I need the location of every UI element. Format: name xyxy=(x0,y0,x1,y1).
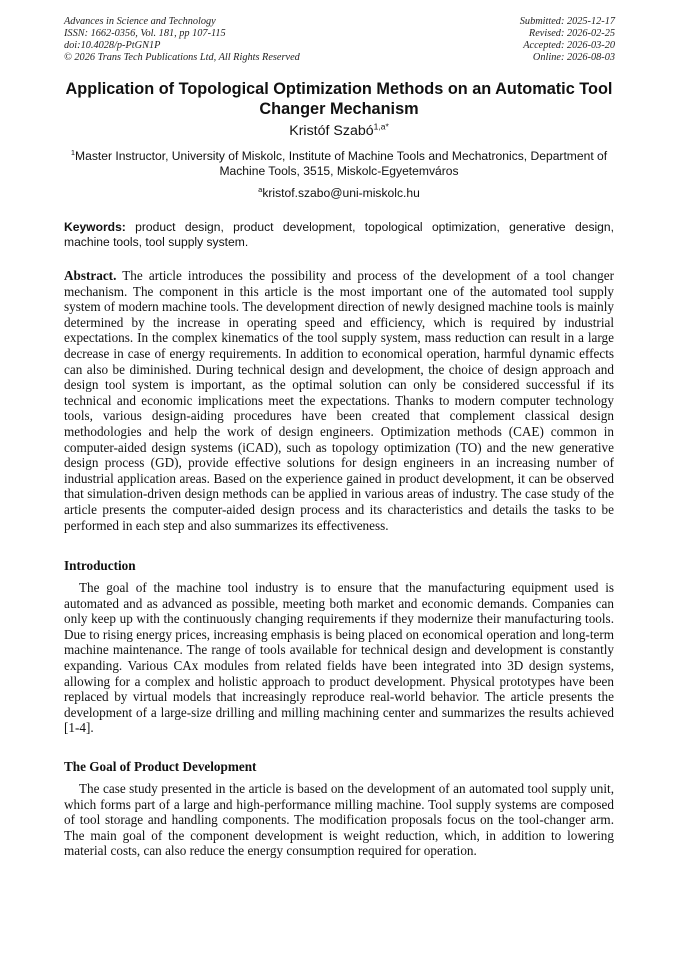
introduction-paragraph: The goal of the machine tool industry is to ensure that the manufacturing equipment used is automated and as advanced as possible, meeting both market and economic demands. Companies can only keep up with the continuously changing requirements if they modernize their manufacturing tools. Due to rising energy prices, increasing emphasis is being placed on economical operation and long-term machine maintenance. The range of tools available for technical design and development is constantly expanding. Various CAx modules from related fields have been integrated into 3D design systems, allowing for a complex and holistic approach to product development. Physical prototypes have been replaced by virtual models that increasingly reproduce real-world behavior. The article presents the development of a large-size drilling and milling machining center and summarizes the results achieved [1-4]. xyxy=(64,580,614,736)
journal-info xyxy=(64,16,300,64)
paper-title: Application of Topological Optimization Methods on an Automatic Tool Changer Mechanism xyxy=(65,80,613,118)
journal-copyright: © 2026 Trans Tech Publications Ltd, All Rights Reserved xyxy=(64,52,300,63)
journal-doi[interactable]: doi:10.4028/p-PtGN1P xyxy=(64,40,161,51)
keywords xyxy=(64,220,614,250)
goal-heading: The Goal of Product Development xyxy=(64,759,257,774)
journal-name: Advances in Science and Technology xyxy=(64,16,216,27)
abstract-text: The article introduces the possibility and process of the development of a tool changer mechanism. The component in this article is the most important one of the automated tool supply system of modern machine tools. The development direction of newly designed machine tools is mainly determined by the increase in operating speed and efficiency, which is required by industrial expectations. In the complex kinematics of the tool supply system, mass reduction can result in a large decrease in case of energy requirements. In addition to economical operation, harmful dynamic effects can also be diminished. During technical design and development, the choice of design approach and design tool system is important, as the optimal solution can only be considered successful if its technical and economic implications meet the expectations. Thanks to modern computer technology tools, various design-aiding procedures have been created that complement classical design methodologies and help the work of design engineers. Optimization methods (CAE) common in computer-aided design systems (iCAD), such as topology optimization (TO) and the new generative design process (GD), provide effective solutions for design engineers in an increasing number of industrial application areas. Based on the experience gained in product development, it can be observed that simulation-driven design methods can be applied in various areas of industry. The case study of the article presents the computer-aided design process and its characteristics and details the tasks to be performed in each step and also summarizes its effectiveness. xyxy=(64,268,614,533)
accepted-date: Accepted: 2026-03-20 xyxy=(523,40,615,51)
introduction-heading: Introduction xyxy=(64,558,136,573)
journal-issn: ISSN: 1662-0356, Vol. 181, pp 107-115 xyxy=(64,28,226,39)
submission-dates xyxy=(520,16,615,64)
online-date: Online: 2026-08-03 xyxy=(532,52,615,63)
author-name: Kristóf Szabó xyxy=(289,123,374,139)
affiliation-text: Master Instructor, University of Miskolc, Institute of Machine Tools and Mechatronics, Department of Machine Tools, 3515, Miskolc-Egyetemváros xyxy=(75,149,608,178)
abstract xyxy=(64,268,614,533)
author-line xyxy=(64,123,614,139)
keywords-text: product design, product development, topological optimization, generative design, machine tools, tool supply system. xyxy=(64,220,614,249)
revised-date: Revised: 2026-02-25 xyxy=(528,28,615,39)
affiliation-superscript: 1 xyxy=(70,147,76,157)
email-superscript: a xyxy=(258,184,263,194)
submitted-date: Submitted: 2025-12-17 xyxy=(519,16,615,27)
keywords-label: Keywords: xyxy=(64,220,126,234)
affiliation xyxy=(64,149,614,179)
abstract-label: Abstract. xyxy=(64,268,117,283)
goal-paragraph: The case study presented in the article is based on the development of an automated tool supply unit, which forms part of a large and high-performance milling machine. Tool supply systems are composed of tool storage and handling components. The modification proposals focus on the tool-changer arm. The main goal of the component development is weight reduction, which, in addition to lowering material costs, can also reduce the energy consumption required for operation. xyxy=(64,781,614,859)
author-email[interactable]: kristof.szabo@uni-miskolc.hu xyxy=(262,186,420,200)
author-superscript: 1,a* xyxy=(373,121,389,132)
email-line xyxy=(64,186,614,200)
